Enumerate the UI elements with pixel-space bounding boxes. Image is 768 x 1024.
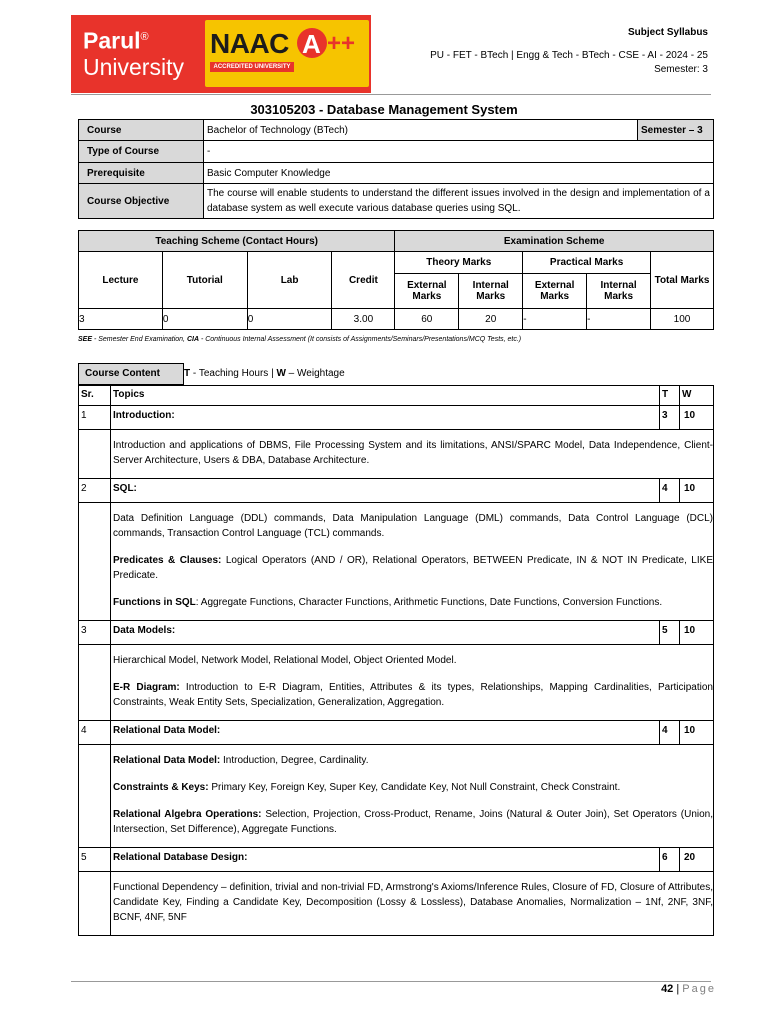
total-marks-header: Total Marks bbox=[651, 252, 714, 309]
course-label: Course bbox=[79, 120, 204, 141]
page-number: 42 bbox=[661, 983, 674, 995]
unit-weightage: 10 bbox=[680, 721, 714, 745]
unit-paragraph-heading: E-R Diagram: bbox=[113, 682, 180, 693]
scheme-table bbox=[78, 230, 714, 330]
unit-weightage: 20 bbox=[680, 848, 714, 872]
header-divider bbox=[71, 94, 711, 95]
unit-content-spacer bbox=[79, 503, 111, 621]
unit-paragraph bbox=[113, 680, 713, 710]
unit-topic: Relational Database Design: bbox=[111, 848, 660, 872]
lecture-header: Lecture bbox=[79, 252, 163, 309]
unit-content-spacer bbox=[79, 645, 111, 721]
unit-paragraph-heading: Relational Algebra Operations: bbox=[113, 809, 262, 820]
credit-value: 3.00 bbox=[332, 309, 395, 330]
unit-paragraph-heading: Constraints & Keys: bbox=[113, 782, 209, 793]
legend-w: W bbox=[276, 368, 286, 379]
theory-internal-value: 20 bbox=[459, 309, 523, 330]
accredited-label: ACCREDITED UNIVERSITY bbox=[210, 62, 294, 72]
prereq-value: Basic Computer Knowledge bbox=[204, 163, 714, 184]
unit-content-row bbox=[79, 645, 714, 721]
unit-content bbox=[111, 872, 714, 936]
unit-content bbox=[111, 430, 714, 479]
col-t-header: T bbox=[660, 386, 680, 406]
note-cia: CIA bbox=[186, 336, 200, 343]
unit-sr: 3 bbox=[79, 621, 111, 645]
legend-w-text: – Weightage bbox=[285, 368, 345, 379]
lecture-value: 3 bbox=[79, 309, 163, 330]
unit-paragraph bbox=[113, 653, 713, 668]
unit-hours: 5 bbox=[660, 621, 680, 645]
theory-marks-header: Theory Marks bbox=[395, 252, 523, 274]
logo-name-line2: University bbox=[83, 54, 184, 80]
col-sr-header: Sr. bbox=[79, 386, 111, 406]
practical-external-header: External Marks bbox=[523, 274, 587, 309]
unit-paragraph-text: Introduction, Degree, Cardinality. bbox=[220, 755, 369, 766]
unit-paragraph bbox=[113, 438, 713, 468]
unit-sr: 1 bbox=[79, 406, 111, 430]
lab-header: Lab bbox=[247, 252, 332, 309]
unit-hours: 4 bbox=[660, 479, 680, 503]
practical-internal-value: - bbox=[587, 309, 651, 330]
semester-value: Semester – 3 bbox=[638, 120, 714, 141]
exam-scheme-header: Examination Scheme bbox=[395, 231, 714, 252]
tutorial-header: Tutorial bbox=[162, 252, 247, 309]
unit-content-row bbox=[79, 503, 714, 621]
legend-t-text: - Teaching Hours | bbox=[190, 368, 277, 379]
credit-header: Credit bbox=[332, 252, 395, 309]
objective-value: The course will enable students to understand the different issues involved in the design and implementation of a database system as well execute various database queries using SQL. bbox=[204, 184, 714, 219]
col-w-header: W bbox=[680, 386, 714, 406]
unit-weightage: 10 bbox=[680, 621, 714, 645]
total-value: 100 bbox=[651, 309, 714, 330]
naac-grade: A bbox=[302, 29, 321, 59]
unit-content-spacer bbox=[79, 745, 111, 848]
unit-topic: Relational Data Model: bbox=[111, 721, 660, 745]
unit-paragraph-text: Introduction to E-R Diagram, Entities, Attributes & its types, Relationships, Mapping Cardinalities, Participation Constraints, Weak Entity Sets, Specialization, Generalization, Aggregation. bbox=[113, 682, 713, 708]
unit-hours: 3 bbox=[660, 406, 680, 430]
unit-sr: 2 bbox=[79, 479, 111, 503]
unit-topic: SQL: bbox=[111, 479, 660, 503]
unit-paragraph bbox=[113, 807, 713, 837]
unit-paragraph-heading: Relational Data Model: bbox=[113, 755, 221, 766]
legend-t: T bbox=[184, 368, 191, 379]
course-info-table bbox=[78, 119, 714, 219]
unit-paragraph-heading: Functions in SQL bbox=[113, 597, 196, 608]
unit-weightage: 10 bbox=[680, 406, 714, 430]
page-title: 303105203 - Database Management System bbox=[250, 102, 518, 117]
unit-row bbox=[79, 479, 714, 503]
unit-row bbox=[79, 848, 714, 872]
course-content-table bbox=[78, 385, 714, 936]
unit-content bbox=[111, 645, 714, 721]
note-see: SEE bbox=[78, 336, 93, 343]
tutorial-value: 0 bbox=[162, 309, 247, 330]
type-value: - bbox=[204, 141, 714, 163]
practical-internal-header: Internal Marks bbox=[587, 274, 651, 309]
unit-sr: 4 bbox=[79, 721, 111, 745]
page-word: Page bbox=[682, 983, 716, 995]
note-cia-text: - Continuous Internal Assessment (It consists of Assignments/Seminars/Presentations/MCQ Tests, etc.) bbox=[199, 336, 522, 343]
unit-content bbox=[111, 503, 714, 621]
unit-paragraph-text: Selection, Projection, Cross-Product, Rename, Joins (Natural & Outer Join), Set Operators (Union, Intersection, Set Difference), Aggregate Functions. bbox=[113, 809, 714, 835]
unit-paragraph-text: Logical Operators (AND / OR), Relational Operators, BETWEEN Predicate, IN & NOT IN Predicate, LIKE Predicate. bbox=[113, 555, 713, 581]
unit-topic: Data Models: bbox=[111, 621, 660, 645]
unit-hours: 6 bbox=[660, 848, 680, 872]
unit-paragraph-text: Primary Key, Foreign Key, Super Key, Candidate Key, Not Null Constraint, Check Constraint. bbox=[208, 782, 621, 793]
teaching-scheme-header: Teaching Scheme (Contact Hours) bbox=[79, 231, 395, 252]
unit-paragraph-text: Hierarchical Model, Network Model, Relational Model, Object Oriented Model. bbox=[113, 655, 457, 666]
unit-content-row bbox=[79, 745, 714, 848]
note-see-text: - Semester End Examination, bbox=[92, 336, 187, 343]
unit-hours: 4 bbox=[660, 721, 680, 745]
unit-paragraph-heading: Predicates & Clauses: bbox=[113, 555, 222, 566]
unit-content-row bbox=[79, 872, 714, 936]
unit-paragraph bbox=[113, 511, 713, 541]
unit-paragraph bbox=[113, 595, 713, 610]
unit-content-spacer bbox=[79, 430, 111, 479]
naac-grade-plus: ++ bbox=[327, 30, 356, 57]
unit-paragraph-text: Introduction and applications of DBMS, File Processing System and its limitations, ANSI/SPARC Model, Data Independence, Client-Server Architecture, Users & DBA, Database Architecture. bbox=[113, 440, 713, 466]
col-topics-header: Topics bbox=[111, 386, 660, 406]
prereq-label: Prerequisite bbox=[79, 163, 204, 184]
registered-mark: ® bbox=[140, 31, 149, 43]
unit-topic: Introduction: bbox=[111, 406, 660, 430]
unit-paragraph bbox=[113, 780, 713, 795]
unit-paragraph bbox=[113, 880, 713, 925]
university-logo bbox=[71, 15, 371, 93]
lab-value: 0 bbox=[247, 309, 332, 330]
course-content-label: Course Content bbox=[78, 363, 184, 385]
logo-name-line1: Parul bbox=[83, 27, 141, 54]
theory-internal-header: Internal Marks bbox=[459, 274, 523, 309]
unit-row bbox=[79, 621, 714, 645]
exam-note bbox=[78, 336, 521, 343]
unit-row bbox=[79, 721, 714, 745]
practical-external-value: - bbox=[523, 309, 587, 330]
course-content-legend bbox=[184, 368, 345, 379]
program-line: PU - FET - BTech | Engg & Tech - BTech - CSE - AI - 2024 - 25 bbox=[430, 50, 708, 61]
header-info bbox=[430, 26, 708, 77]
unit-paragraph bbox=[113, 553, 713, 583]
naac-text: NAAC bbox=[210, 28, 289, 59]
unit-paragraph-text: Data Definition Language (DDL) commands, Data Manipulation Language (DML) commands, Data Control Language (DCL) commands, Transaction Control Language (TCL) commands. bbox=[113, 513, 713, 539]
theory-external-value: 60 bbox=[395, 309, 459, 330]
unit-paragraph-text: : Aggregate Functions, Character Functions, Arithmetic Functions, Date Functions, Conversion Functions. bbox=[195, 597, 663, 608]
unit-weightage: 10 bbox=[680, 479, 714, 503]
unit-paragraph bbox=[113, 753, 713, 768]
naac-badge bbox=[205, 20, 369, 87]
unit-paragraph-text: Functional Dependency – definition, trivial and non-trivial FD, Armstrong's Axioms/Inference Rules, Closure of FD, Closure of Attributes, Candidate Key, Finding a Candidate Key, Decomposition (Lossy & Lossless), Database Anomalies, Normalization – 1Nf, 2NF, 3NF, BCNF, 4NF, 5NF bbox=[113, 882, 713, 923]
semester-line: Semester: 3 bbox=[654, 64, 708, 75]
unit-content bbox=[111, 745, 714, 848]
course-value: Bachelor of Technology (BTech) bbox=[204, 120, 638, 141]
theory-external-header: External Marks bbox=[395, 274, 459, 309]
footer-divider bbox=[71, 981, 711, 982]
unit-content-row bbox=[79, 430, 714, 479]
unit-row bbox=[79, 406, 714, 430]
type-label: Type of Course bbox=[79, 141, 204, 163]
page-footer bbox=[661, 983, 716, 995]
doc-type: Subject Syllabus bbox=[627, 27, 708, 38]
objective-label: Course Objective bbox=[79, 184, 204, 219]
footer-separator: | bbox=[676, 983, 680, 995]
unit-content-spacer bbox=[79, 872, 111, 936]
practical-marks-header: Practical Marks bbox=[523, 252, 651, 274]
unit-sr: 5 bbox=[79, 848, 111, 872]
